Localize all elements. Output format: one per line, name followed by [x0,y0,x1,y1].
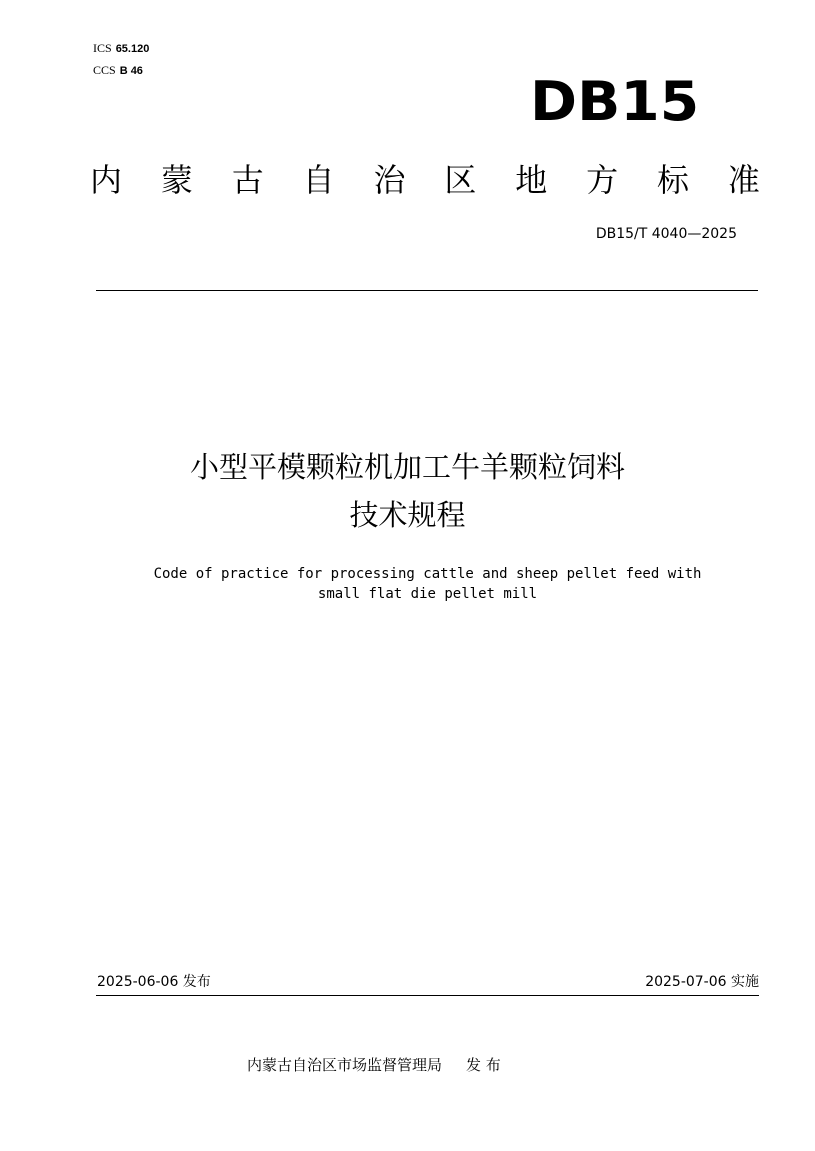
standard-type-char: 蒙 [160,161,193,199]
standard-logo: DB15 [530,70,700,133]
issue-date: 2025-06-06 发布 [97,974,211,990]
publisher-line [247,1054,501,1076]
standard-type-char: 准 [727,161,760,199]
english-title [0,564,815,604]
ics-code: 65.120 [115,43,150,55]
english-title-line-2: small flat die pellet mill [317,586,538,602]
header-divider [96,290,758,291]
ccs-classification [93,63,143,78]
english-title-line-1: Code of practice for processing cattle and sheep pellet feed with [153,566,702,582]
standard-number: DB15/T 4040—2025 [595,226,737,242]
chinese-title [0,443,815,539]
standard-type-char: 内 [90,161,123,199]
footer-divider [96,995,759,996]
ccs-label: CCS [93,63,116,77]
chinese-title-line-1: 小型平模颗粒机加工牛羊颗粒饲料 [189,450,625,484]
standard-type-char: 治 [373,161,406,199]
ics-classification [93,41,149,56]
standard-type-char: 古 [231,161,264,199]
implementation-date: 2025-07-06 实施 [645,974,759,990]
standard-type-char: 自 [302,161,335,199]
standard-type-char: 地 [515,161,548,199]
standard-type-char: 区 [444,161,477,199]
publisher-verb: 发 布 [466,1056,501,1074]
standard-type-heading [90,158,760,202]
chinese-title-line-2: 技术规程 [349,498,466,532]
publisher-name: 内蒙古自治区市场监督管理局 [247,1056,443,1074]
standard-type-char: 方 [586,161,619,199]
ccs-code: B 46 [119,65,143,77]
ics-label: ICS [93,41,112,55]
standard-type-char: 标 [657,161,690,199]
